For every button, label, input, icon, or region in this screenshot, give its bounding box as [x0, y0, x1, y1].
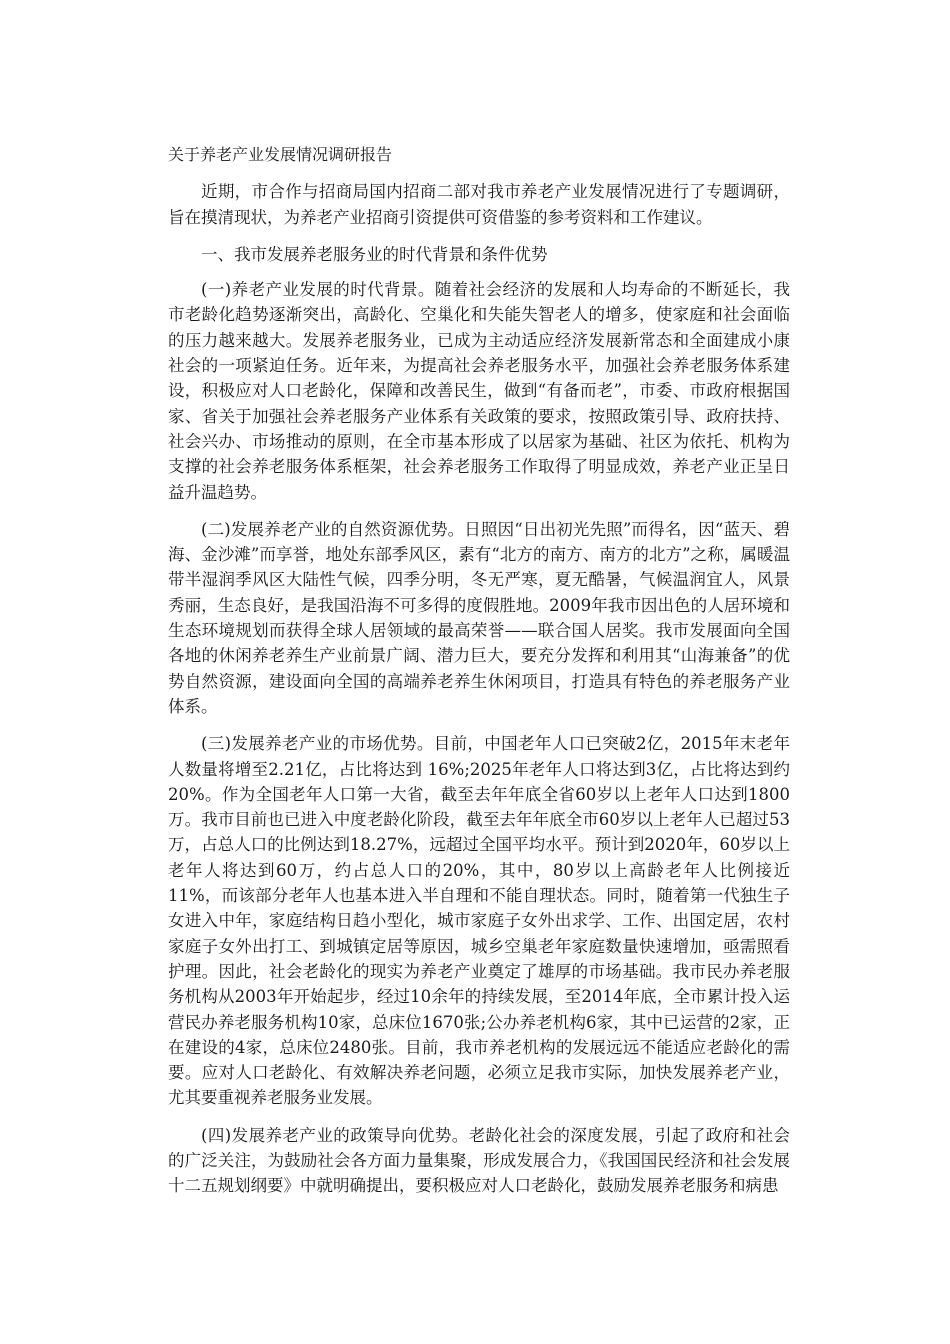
section-heading-1: 一、我市发展养老服务业的时代背景和条件优势	[201, 244, 548, 264]
paragraph-background: (一)养老产业发展的时代背景。随着社会经济的发展和人均寿命的不断延长，我市老龄化趋势逐渐突出，高龄化、空巢化和失能失智老人的增多，使家庭和社会面临的压力越来越大。发展养老服务业，已成为主动适应经济发展新常态和全面建成小康社会的一项紧迫任务。近年来，为提高社会养老服务水平，加强社会养老服务体系建设，积极应对人口老龄化，保障和改善民生，做到“有备而老”，市委、市政府根据国家、省关于加强社会养老服务产业体系有关政策的要求，按照政策引导、政府扶持、社会兴办、市场推动的原则，在全市基本形成了以居家为基础、社区为依托、机构为支撑的社会养老服务体系框架，社会养老服务工作取得了明显成效，养老产业正呈日益升温趋势。	[168, 280, 790, 502]
paragraph-policy-advantage: (四)发展养老产业的政策导向优势。老龄化社会的深度发展，引起了政府和社会的广泛关注，为鼓励社会各方面力量集聚，形成发展合力，《我国国民经济和社会发展十二五规划纲要》中就明确提出，要积极应对人口老龄化，鼓励发展养老服务和病患	[168, 1125, 790, 1196]
document-body	[168, 142, 790, 1211]
document-title: 关于养老产业发展情况调研报告	[168, 145, 393, 164]
paragraph-market-advantage: (三)发展养老产业的市场优势。目前，中国老年人口已突破2亿，2015年末老年人数量将增至2.21亿，占比将达到 16%;2025年老年人口将达到3亿，占比将达到约20%。作为全国老年人口第一大省，截至去年年底全省60岁以上老年人口达到1800万。我市目前也已进入中度老龄化阶段，截至去年年底全市60岁以上老年人已超过53万，占总人口的比例达到18.27%，远超过全国平均水平。预计到2020年，60岁以上老年人将达到60万，约占总人口的20%，其中，80岁以上高龄老年人比例接近11%，而该部分老年人也基本进入半自理和不能自理状态。同时，随着第一代独生子女进入中年，家庭结构日趋小型化，城市家庭子女外出求学、工作、出国定居，农村家庭子女外出打工、到城镇定居等原因，城乡空巢老年家庭数量快速增加，亟需照看护理。因此，社会老龄化的现实为养老产业奠定了雄厚的市场基础。我市民办养老服务机构从2003年开始起步，经过10余年的持续发展，至2014年底，全市累计投入运营民办养老服务机构10家，总床位1670张;公办养老机构6家，其中已运营的2家，正在建设的4家，总床位2480张。目前，我市养老机构的发展远远不能适应老龄化的需要。应对人口老龄化、有效解决养老问题，必须立足我市实际，加快发展养老产业，尤其要重视养老服务业发展。	[168, 734, 790, 1108]
paragraph-natural-resources: (二)发展养老产业的自然资源优势。日照因“日出初光先照”而得名，因“蓝天、碧海、金沙滩”而享誉，地处东部季风区，素有“北方的南方、南方的北方”之称，属暖温带半湿润季风区大陆性气候，四季分明，冬无严寒，夏无酷暑，气候温润宜人，风景秀丽，生态良好，是我国沿海不可多得的度假胜地。2009年我市因出色的人居环境和生态环境规划而获得全球人居领域的最高荣誉——联合国人居奖。我市发展面向全国各地的休闲养老养生产业前景广阔、潜力巨大，要充分发挥和利用其“山海兼备”的优势自然资源，建设面向全国的高端养老养生休闲项目，打造具有特色的养老服务产业体系。	[168, 519, 790, 716]
intro-paragraph: 近期，市合作与招商局国内招商二部对我市养老产业发展情况进行了专题调研，旨在摸清现状，为养老产业招商引资提供可资借鉴的参考资料和工作建议。	[168, 182, 790, 227]
